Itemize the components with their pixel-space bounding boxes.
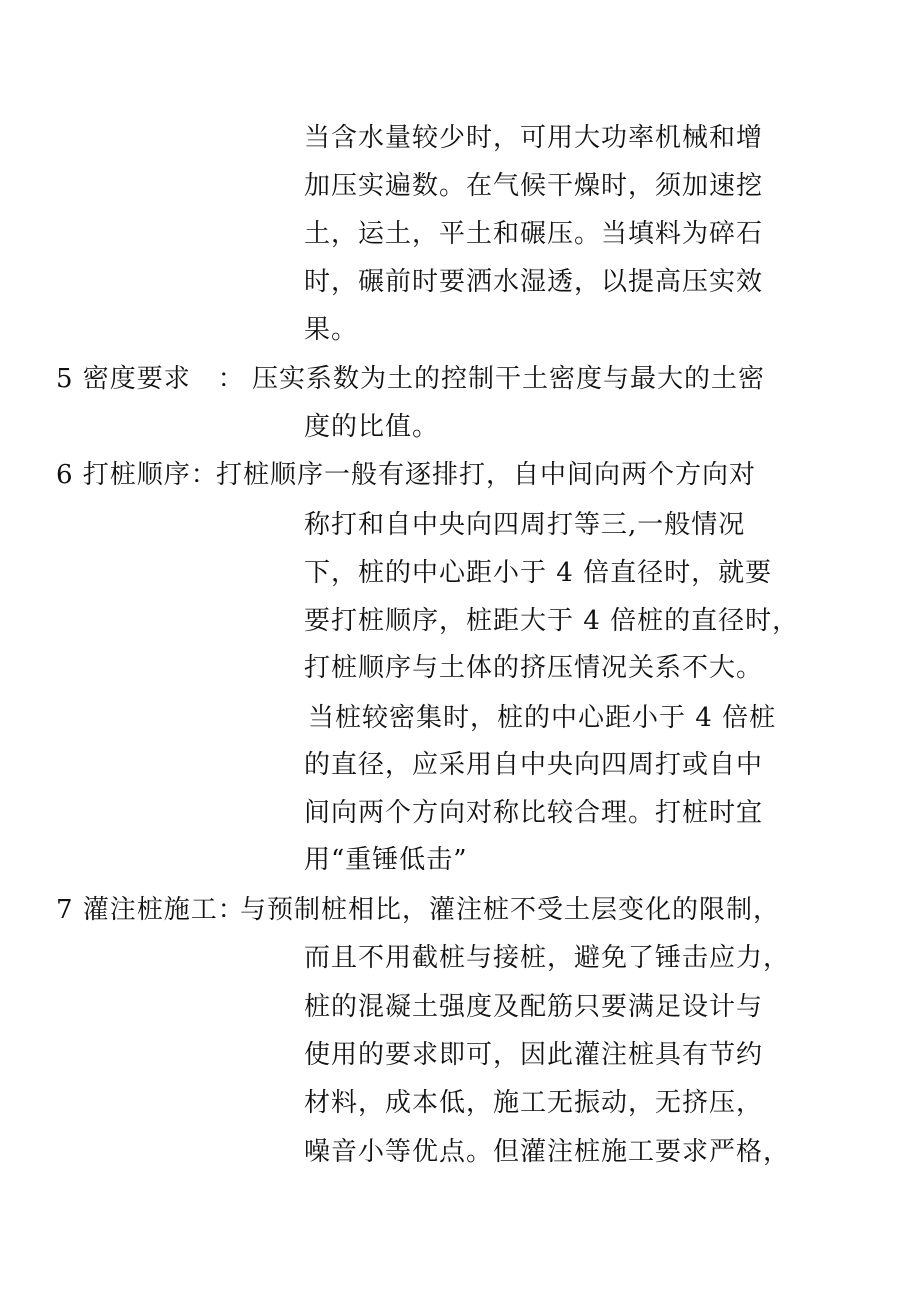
text-line: 打桩顺序一般有逐排打，自中间向两个方向对: [216, 460, 757, 490]
item-label: 5 密度要求 ：: [56, 364, 245, 394]
text-line: 桩的混凝土强度及配筋只要满足设计与: [304, 992, 764, 1022]
text-line: 时，碾前时要洒水湿透，以提高压实效: [304, 267, 764, 297]
item-label: 7 灌注桩施工：: [56, 895, 245, 925]
text-line: 间向两个方向对称比较合理。打桩时宜: [304, 798, 764, 828]
text-line: 使用的要求即可，因此灌注桩具有节约: [304, 1040, 764, 1070]
text-line: 用“重锤低击”: [304, 845, 468, 875]
text-line: 材料，成本低，施工无振动，无挤压，: [304, 1088, 764, 1118]
text-line: 加压实遍数。在气候干燥时，须加速挖: [304, 171, 764, 201]
text-line: 当含水量较少时，可用大功率机械和增: [304, 123, 764, 153]
text-line: 度的比值。: [304, 412, 440, 442]
text-line: 要打桩顺序，桩距大于 4 倍桩的直径时，: [304, 606, 800, 636]
text-line: 的直径，应采用自中央向四周打或自中: [304, 750, 764, 780]
text-line: 与预制桩相比，灌注桩不受土层变化的限制，: [240, 895, 781, 925]
text-line: 噪音小等优点。但灌注桩施工要求严格，: [304, 1137, 791, 1167]
text-line: 打桩顺序与土体的挤压情况关系不大。: [304, 653, 764, 683]
text-line: 果。: [304, 315, 359, 345]
text-line: 下，桩的中心距小于 4 倍直径时，就要: [304, 558, 773, 588]
text-line: 而且不用截桩与接桩，避免了锤击应力，: [304, 943, 791, 973]
text-line: 压实系数为土的控制干土密度与最大的土密: [252, 364, 766, 394]
item-label: 6 打桩顺序：: [56, 460, 218, 490]
text-line: 称打和自中央向四周打等三,一般情况: [304, 510, 746, 540]
text-line: 当桩较密集时，桩的中心距小于 4 倍桩: [308, 703, 777, 733]
text-line: 土，运土，平土和碾压。当填料为碎石: [304, 219, 764, 249]
